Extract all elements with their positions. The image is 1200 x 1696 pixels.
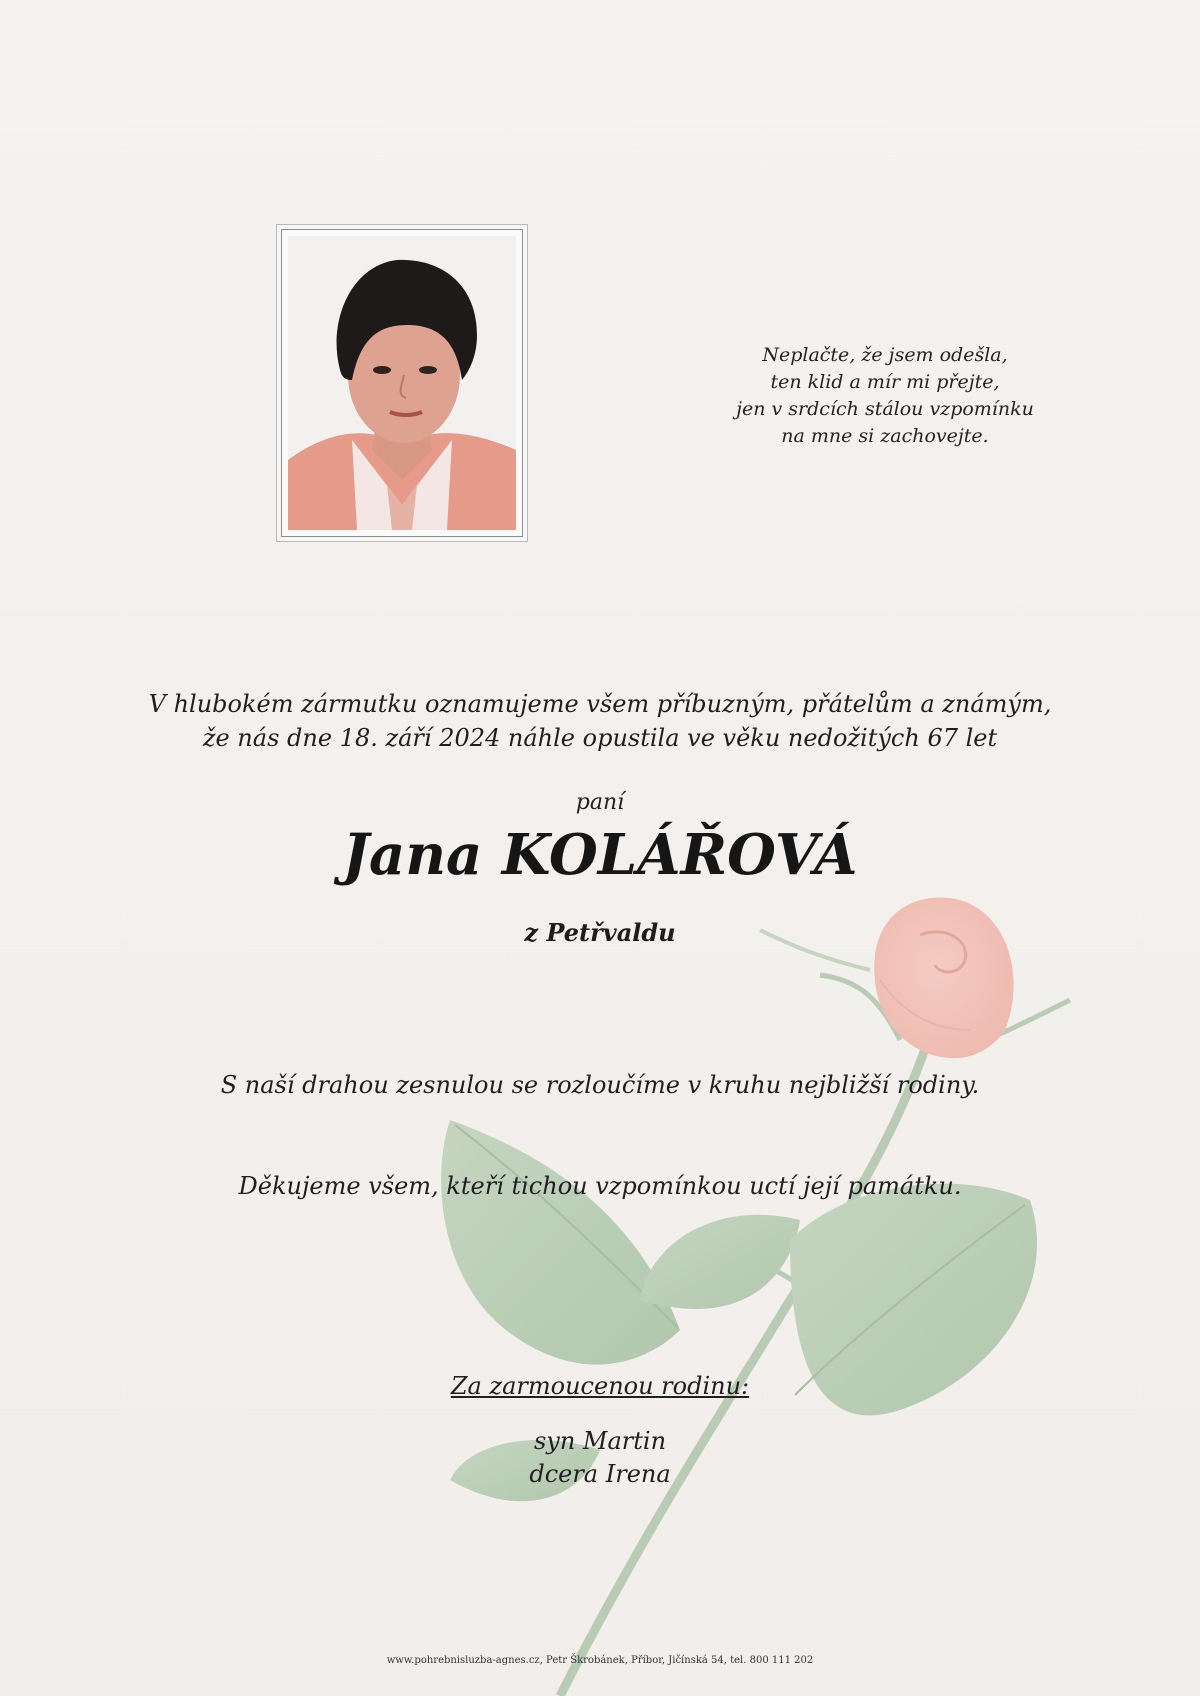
intro-line: V hlubokém zármutku oznamujeme všem příbuzným, přátelům a známým, — [148, 690, 1052, 718]
funeral-service-footer: www.pohrebnisluzba-agnes.cz, Petr Škrobánek, Příbor, Jičínská 54, tel. 800 111 202 — [386, 1655, 814, 1666]
title-word: paní — [575, 790, 625, 815]
announcement-intro — [100, 687, 1100, 755]
poem-line: ten klid a mír mi přejte, — [770, 371, 1000, 393]
deceased-origin: z Petřvaldu — [524, 918, 676, 947]
farewell-text: S naší drahou zesnulou se rozloučíme v kruhu nejbližší rodiny. — [220, 1071, 980, 1099]
mourners-list — [0, 1425, 1200, 1491]
deceased-name: Jana KOLÁŘOVÁ — [342, 822, 858, 888]
poem-line: jen v srdcích stálou vzpomínku — [736, 398, 1034, 420]
intro-line: že nás dne 18. září 2024 náhle opustila ve věku nedožitých 67 let — [202, 724, 998, 752]
poem — [700, 342, 1070, 450]
mourner: dcera Irena — [529, 1460, 671, 1488]
poem-line: Neplačte, že jsem odešla, — [762, 344, 1008, 366]
thanks-text: Děkujeme všem, kteří tichou vzpomínkou uctí její památku. — [238, 1172, 962, 1200]
family-heading: Za zarmoucenou rodinu: — [450, 1372, 750, 1400]
portrait-photo — [281, 229, 523, 537]
mourner: syn Martin — [533, 1427, 667, 1455]
poem-line: na mne si zachovejte. — [781, 425, 989, 447]
portrait-image-icon — [282, 230, 522, 536]
